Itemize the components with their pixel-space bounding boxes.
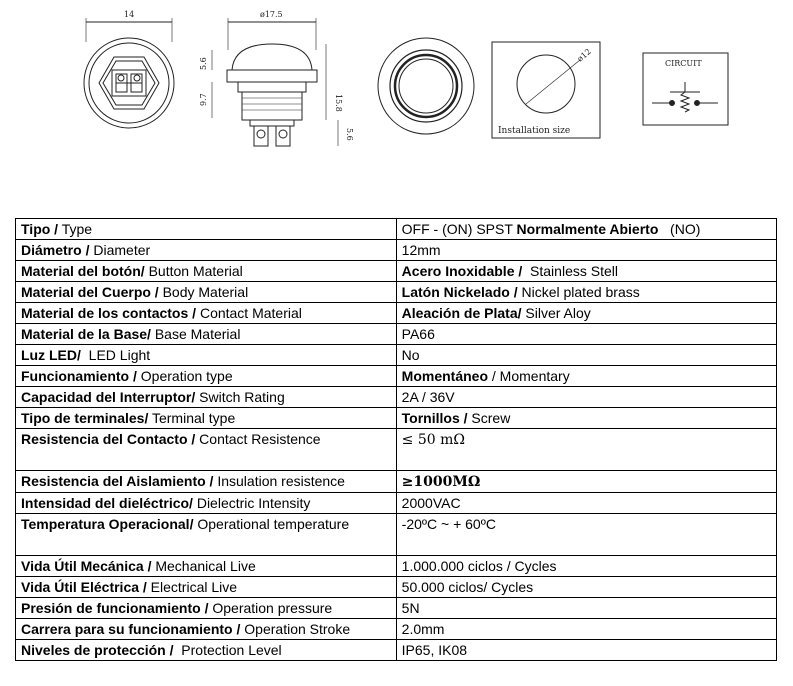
spec-label-en: Base Material [150,326,241,342]
spec-value-plain: PA66 [401,326,435,342]
spec-label-es: Tipo de terminales/ [21,410,149,426]
spec-label-en: Electrical Live [146,579,238,595]
spec-label-en: Operation Stroke [240,621,351,637]
spec-value-plain: ≤ 50 mΩ [401,432,465,448]
spec-value-cell [396,471,776,493]
spec-row [16,493,777,514]
spec-label-cell [16,598,397,619]
spec-label-cell [16,303,397,324]
spec-label-en: Contact Material [196,305,302,321]
spec-row [16,219,777,240]
spec-label-cell [16,556,397,577]
spec-value-cell [396,429,776,471]
spec-value-plain: 5N [401,600,420,616]
spec-label-en: Protection Level [173,642,282,658]
spec-value-plain: 2A / 36V [401,389,455,405]
spec-label-cell [16,429,397,471]
spec-row [16,577,777,598]
side-view-drawing [84,18,174,128]
spec-label-en: Type [58,221,93,237]
spec-value-bold: Normalmente Abierto [516,221,659,237]
spec-label-cell [16,345,397,366]
front-view-diameter-dim: ø17.5 [260,10,283,19]
spec-value-plain: 1.000.000 ciclos / Cycles [401,558,557,574]
spec-label-en: Mechanical Live [151,558,256,574]
spec-label-cell [16,387,397,408]
spec-value-bold: Latón Nickelado / [401,284,518,300]
spec-label-en: Body Material [158,284,249,300]
spec-value-plain: 2000VAC [401,495,461,511]
installation-label: Installation size [498,126,571,136]
spec-row [16,345,777,366]
spec-label-es: Material de la Base/ [21,326,151,342]
spec-value-bold: Tornillos / [401,410,468,426]
spec-value-cell [396,303,776,324]
spec-row [16,366,777,387]
spec-label-en: Operation pressure [208,600,333,616]
spec-row [16,514,777,556]
spec-value-cell [396,366,776,387]
spec-value-plain: IP65, IK08 [401,642,468,658]
spec-label-es: Temperatura Operacional/ [21,516,194,532]
spec-value-bold: ≥1000MΩ [401,474,481,490]
spec-value-cell [396,408,776,429]
spec-value-cell [396,514,776,556]
spec-label-es: Intensidad del dieléctrico/ [21,495,193,511]
spec-label-cell [16,577,397,598]
spec-value-cell [396,556,776,577]
spec-label-en: LED Light [80,347,151,363]
spec-row [16,282,777,303]
spec-row [16,303,777,324]
front-view-body-dim: 9.7 [199,93,208,106]
spec-row [16,429,777,471]
circuit-label: CIRCUIT [665,59,702,68]
spec-row [16,408,777,429]
spec-value-plain: -20ºC ~ + 60ºC [401,516,496,532]
spec-label-cell [16,471,397,493]
spec-table [15,218,777,661]
spec-label-cell [16,640,397,661]
spec-label-es: Niveles de protección / [21,642,174,658]
spec-label-cell [16,261,397,282]
spec-row [16,619,777,640]
spec-label-en: Dielectric Intensity [192,495,311,511]
spec-value-plain: 2.0mm [401,621,445,637]
spec-row [16,556,777,577]
spec-label-es: Vida Útil Eléctrica / [21,579,147,595]
spec-label-en: Operation type [136,368,233,384]
spec-label-en: Operational temperature [193,516,350,532]
spec-value-cell [396,577,776,598]
spec-label-cell [16,219,397,240]
front-view-total-dim: 15.8 [334,94,343,112]
spec-label-cell [16,282,397,303]
spec-value-plain: 50.000 ciclos/ Cycles [401,579,534,595]
spec-value-plain: 12mm [401,242,441,258]
spec-value-plain: Nickel plated brass [517,284,640,300]
spec-value-cell [396,640,776,661]
spec-value-cell [396,261,776,282]
spec-label-en: Button Material [144,263,243,279]
spec-value-plain: Stainless Stell [522,263,618,279]
spec-label-cell [16,514,397,556]
installation-hole-dim: ø12 [575,46,593,64]
spec-label-en: Contact Resistence [195,431,321,447]
spec-label-es: Luz LED/ [21,347,81,363]
spec-value-plain: / Momentary [488,368,570,384]
front-view-head-dim: 5.6 [199,57,208,70]
spec-table-body [16,219,777,661]
spec-value-bold: Acero Inoxidable / [401,263,523,279]
spec-row [16,261,777,282]
spec-label-es: Resistencia del Aislamiento / [21,473,214,489]
front-view-drawing [212,18,338,146]
side-view-width-dim: 14 [124,10,135,19]
spec-label-es: Vida Útil Mecánica / [21,558,152,574]
spec-label-es: Material del Cuerpo / [21,284,159,300]
spec-value-cell [396,282,776,303]
spec-label-es: Capacidad del Interruptor/ [21,389,196,405]
spec-value-cell [396,219,776,240]
spec-label-en: Switch Rating [195,389,285,405]
spec-label-cell [16,493,397,514]
spec-label-es: Carrera para su funcionamiento / [21,621,241,637]
spec-label-es: Tipo / [21,221,59,237]
spec-value-cell [396,387,776,408]
spec-value-pre: OFF - (ON) SPST [401,221,517,237]
spec-label-es: Material del botón/ [21,263,145,279]
spec-value-plain: Screw [467,410,511,426]
spec-label-es: Presión de funcionamiento / [21,600,209,616]
drawings-svg [0,0,793,200]
spec-label-es: Material de los contactos / [21,305,197,321]
spec-value-plain: (NO) [658,221,701,237]
spec-label-cell [16,366,397,387]
technical-drawings [0,0,793,200]
spec-value-cell [396,240,776,261]
front-view-terminals-dim: 5.6 [345,128,354,141]
spec-label-es: Diámetro / [21,242,90,258]
spec-label-en: Diameter [89,242,151,258]
spec-value-cell [396,493,776,514]
spec-value-plain: No [401,347,420,363]
spec-value-bold: Aleación de Plata/ [401,305,522,321]
ring-view-drawing [378,38,474,134]
spec-value-cell [396,598,776,619]
spec-label-es: Funcionamiento / [21,368,137,384]
spec-row [16,471,777,493]
spec-label-cell [16,619,397,640]
spec-value-cell [396,619,776,640]
spec-row [16,598,777,619]
spec-label-es: Resistencia del Contacto / [21,431,196,447]
spec-label-en: Insulation resistence [213,473,345,489]
spec-value-cell [396,324,776,345]
spec-row [16,640,777,661]
spec-label-en: Terminal type [148,410,236,426]
spec-value-plain: Silver Aloy [521,305,591,321]
spec-value-bold: Momentáneo [401,368,489,384]
spec-row [16,387,777,408]
spec-label-cell [16,240,397,261]
spec-label-cell [16,324,397,345]
spec-row [16,240,777,261]
spec-row [16,324,777,345]
spec-value-cell [396,345,776,366]
spec-label-cell [16,408,397,429]
